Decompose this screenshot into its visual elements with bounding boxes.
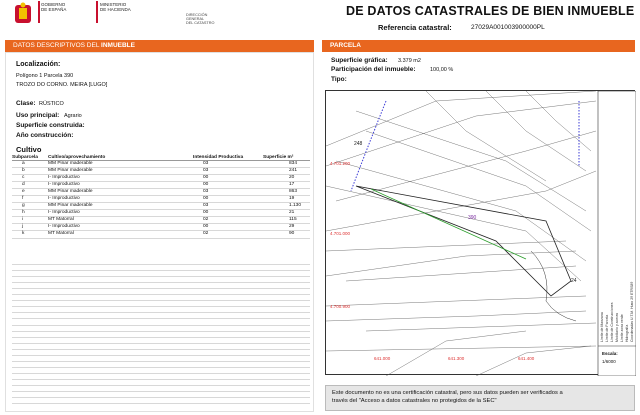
table-row [12,189,310,196]
gov-divider [38,1,40,23]
empty-table-lines [12,259,310,404]
table-row [12,217,310,224]
cell-cultivo: MM Pinar maderable [48,161,193,168]
tipo-label: Tipo: [331,76,347,83]
map-coord-x1: 641.000 [374,356,391,361]
col-intensidad: Intensidad Productiva [193,154,263,161]
table-row [12,175,310,182]
coat-of-arms-icon [12,2,34,26]
map-coord-3: 4.700.900 [330,304,351,309]
uso-value: Agrario [64,113,82,119]
cell-superficie: 20 [263,175,310,182]
cell-subparcela: b [12,168,48,175]
cell-superficie: 863 [263,189,310,196]
empty-line [12,398,310,404]
gov-text: GOBIERNO DE ESPAÑA [41,2,67,12]
cell-intensidad: 03 [193,189,263,196]
escala-value: 1/6000 [602,359,616,364]
cell-cultivo: MM Pinar maderable [48,168,193,175]
location-line1: Polígono 1 Parcela 390 [16,73,74,79]
cell-intensidad: 00 [193,224,263,231]
ministry-divider [96,1,98,23]
map-parcel-390: 390 [468,215,477,221]
cell-subparcela: i [12,217,48,224]
cell-cultivo: I- Improductivo [48,182,193,189]
cell-subparcela: j [12,224,48,231]
cell-subparcela: f [12,196,48,203]
legend-coord-note: Coordenadas U.T.M. Huso 29 ETRS89 [630,281,634,342]
disclaimer-note [325,385,635,411]
map-coord-2: 4.701.000 [330,231,351,236]
cell-superficie: 29 [263,224,310,231]
cell-intensidad: 02 [193,217,263,224]
descriptive-data-band: DATOS DESCRIPTIVOS DEL INMUEBLE [5,40,314,52]
clase-value: RÚSTICO [39,101,64,107]
cell-subparcela: d [12,182,48,189]
header-logo-block [8,0,220,34]
table-row [12,161,310,168]
col-superficie: Superficie m² [263,154,310,161]
cell-superficie: 21 [263,210,310,217]
map-drawing [326,91,636,376]
map-parcel-248: 248 [354,141,363,147]
participacion-value: 100,00 % [430,67,454,73]
cell-subparcela: c [12,175,48,182]
cell-subparcela: h [12,210,48,217]
cell-subparcela: g [12,203,48,210]
note-line2: través del "Acceso a datos catastrales no protegidos de la SEC" [332,398,497,404]
directorate-text: DIRECCIÓN GENERAL DEL CATASTRO [186,13,215,26]
note-line1: Este documento no es una certificación catastral, pero sus datos pueden ser verificados a [332,390,563,396]
cell-cultivo: I- Improductivo [48,210,193,217]
legend-item: Hidrografía [625,324,629,342]
cell-intensidad: 03 [193,161,263,168]
table-row [12,210,310,217]
cell-cultivo: I- Improductivo [48,196,193,203]
cell-superficie: 19 [263,196,310,203]
legend-item: Límite de Manzana [600,312,604,342]
parcela-band: PARCELA [322,40,635,52]
table-row [12,231,310,238]
superficie-construida-label: Superficie construida: [16,122,85,129]
cell-cultivo: I- Improductivo [48,175,193,182]
cell-intensidad: 00 [193,182,263,189]
cell-cultivo: MM Pinar maderable [48,203,193,210]
cell-superficie: 1.130 [263,203,310,210]
cell-cultivo: MM Pinar maderable [48,189,193,196]
ano-construccion-label: Año construcción: [16,132,74,139]
legend-item: Límite de Parcela [605,314,609,342]
table-row [12,196,310,203]
cultivo-title: Cultivo [16,145,42,154]
superficie-grafica-value: 3.379 m2 [398,58,421,64]
table-row [12,203,310,210]
localizacion-label: Localización: [16,61,61,68]
map-legend [600,97,634,342]
cell-cultivo: MT Matorral [48,231,193,238]
legend-item: Mobiliario y aceras [615,312,619,342]
ministry-text: MINISTERIO DE HACIENDA [100,2,131,12]
cell-intensidad: 00 [193,196,263,203]
cell-intensidad: 03 [193,168,263,175]
ref-value: 27029A001003900000PL [471,24,545,31]
cell-superficie: 834 [263,161,310,168]
map-coord-1: 4.701.200 [330,161,351,166]
cell-superficie: 17 [263,182,310,189]
cell-intensidad: 03 [193,203,263,210]
table-row [12,182,310,189]
cell-superficie: 90 [263,231,310,238]
cultivo-table [12,154,310,239]
cell-intensidad: 00 [193,210,263,217]
participacion-label: Participación del inmueble: [331,66,416,73]
ref-label: Referencia catastral: [378,23,452,32]
superficie-grafica-label: Superficie gráfica: [331,57,388,64]
cell-subparcela: a [12,161,48,168]
cell-intensidad: 02 [193,231,263,238]
cell-subparcela: k [12,231,48,238]
location-line2: TROZO DO CORNO. MEIRA [LUGO] [16,82,108,88]
map-coord-x3: 641.400 [518,356,535,361]
cell-cultivo: MT Matorral [48,217,193,224]
cell-superficie: 241 [263,168,310,175]
cadastral-map[interactable] [325,90,635,375]
cell-superficie: 115 [263,217,310,224]
map-parcel-24: 24 [571,278,577,284]
table-row [12,168,310,175]
map-coord-x2: 641.300 [448,356,465,361]
table-row [12,224,310,231]
cell-subparcela: e [12,189,48,196]
col-subparcela: Subparcela [12,154,48,161]
page-title: DE DATOS CATASTRALES DE BIEN INMUEBLE [346,4,635,18]
cell-intensidad: 00 [193,175,263,182]
legend-item: Límite zona verde [620,314,624,342]
col-cultivo: Cultivo/aprovechamiento [48,154,193,161]
clase-label: Clase: [16,100,36,107]
uso-label: Uso principal: [16,112,60,119]
escala-label: Escala: [602,351,618,356]
legend-item: Límite de Construcciones [610,302,614,342]
cell-cultivo: I- Improductivo [48,224,193,231]
